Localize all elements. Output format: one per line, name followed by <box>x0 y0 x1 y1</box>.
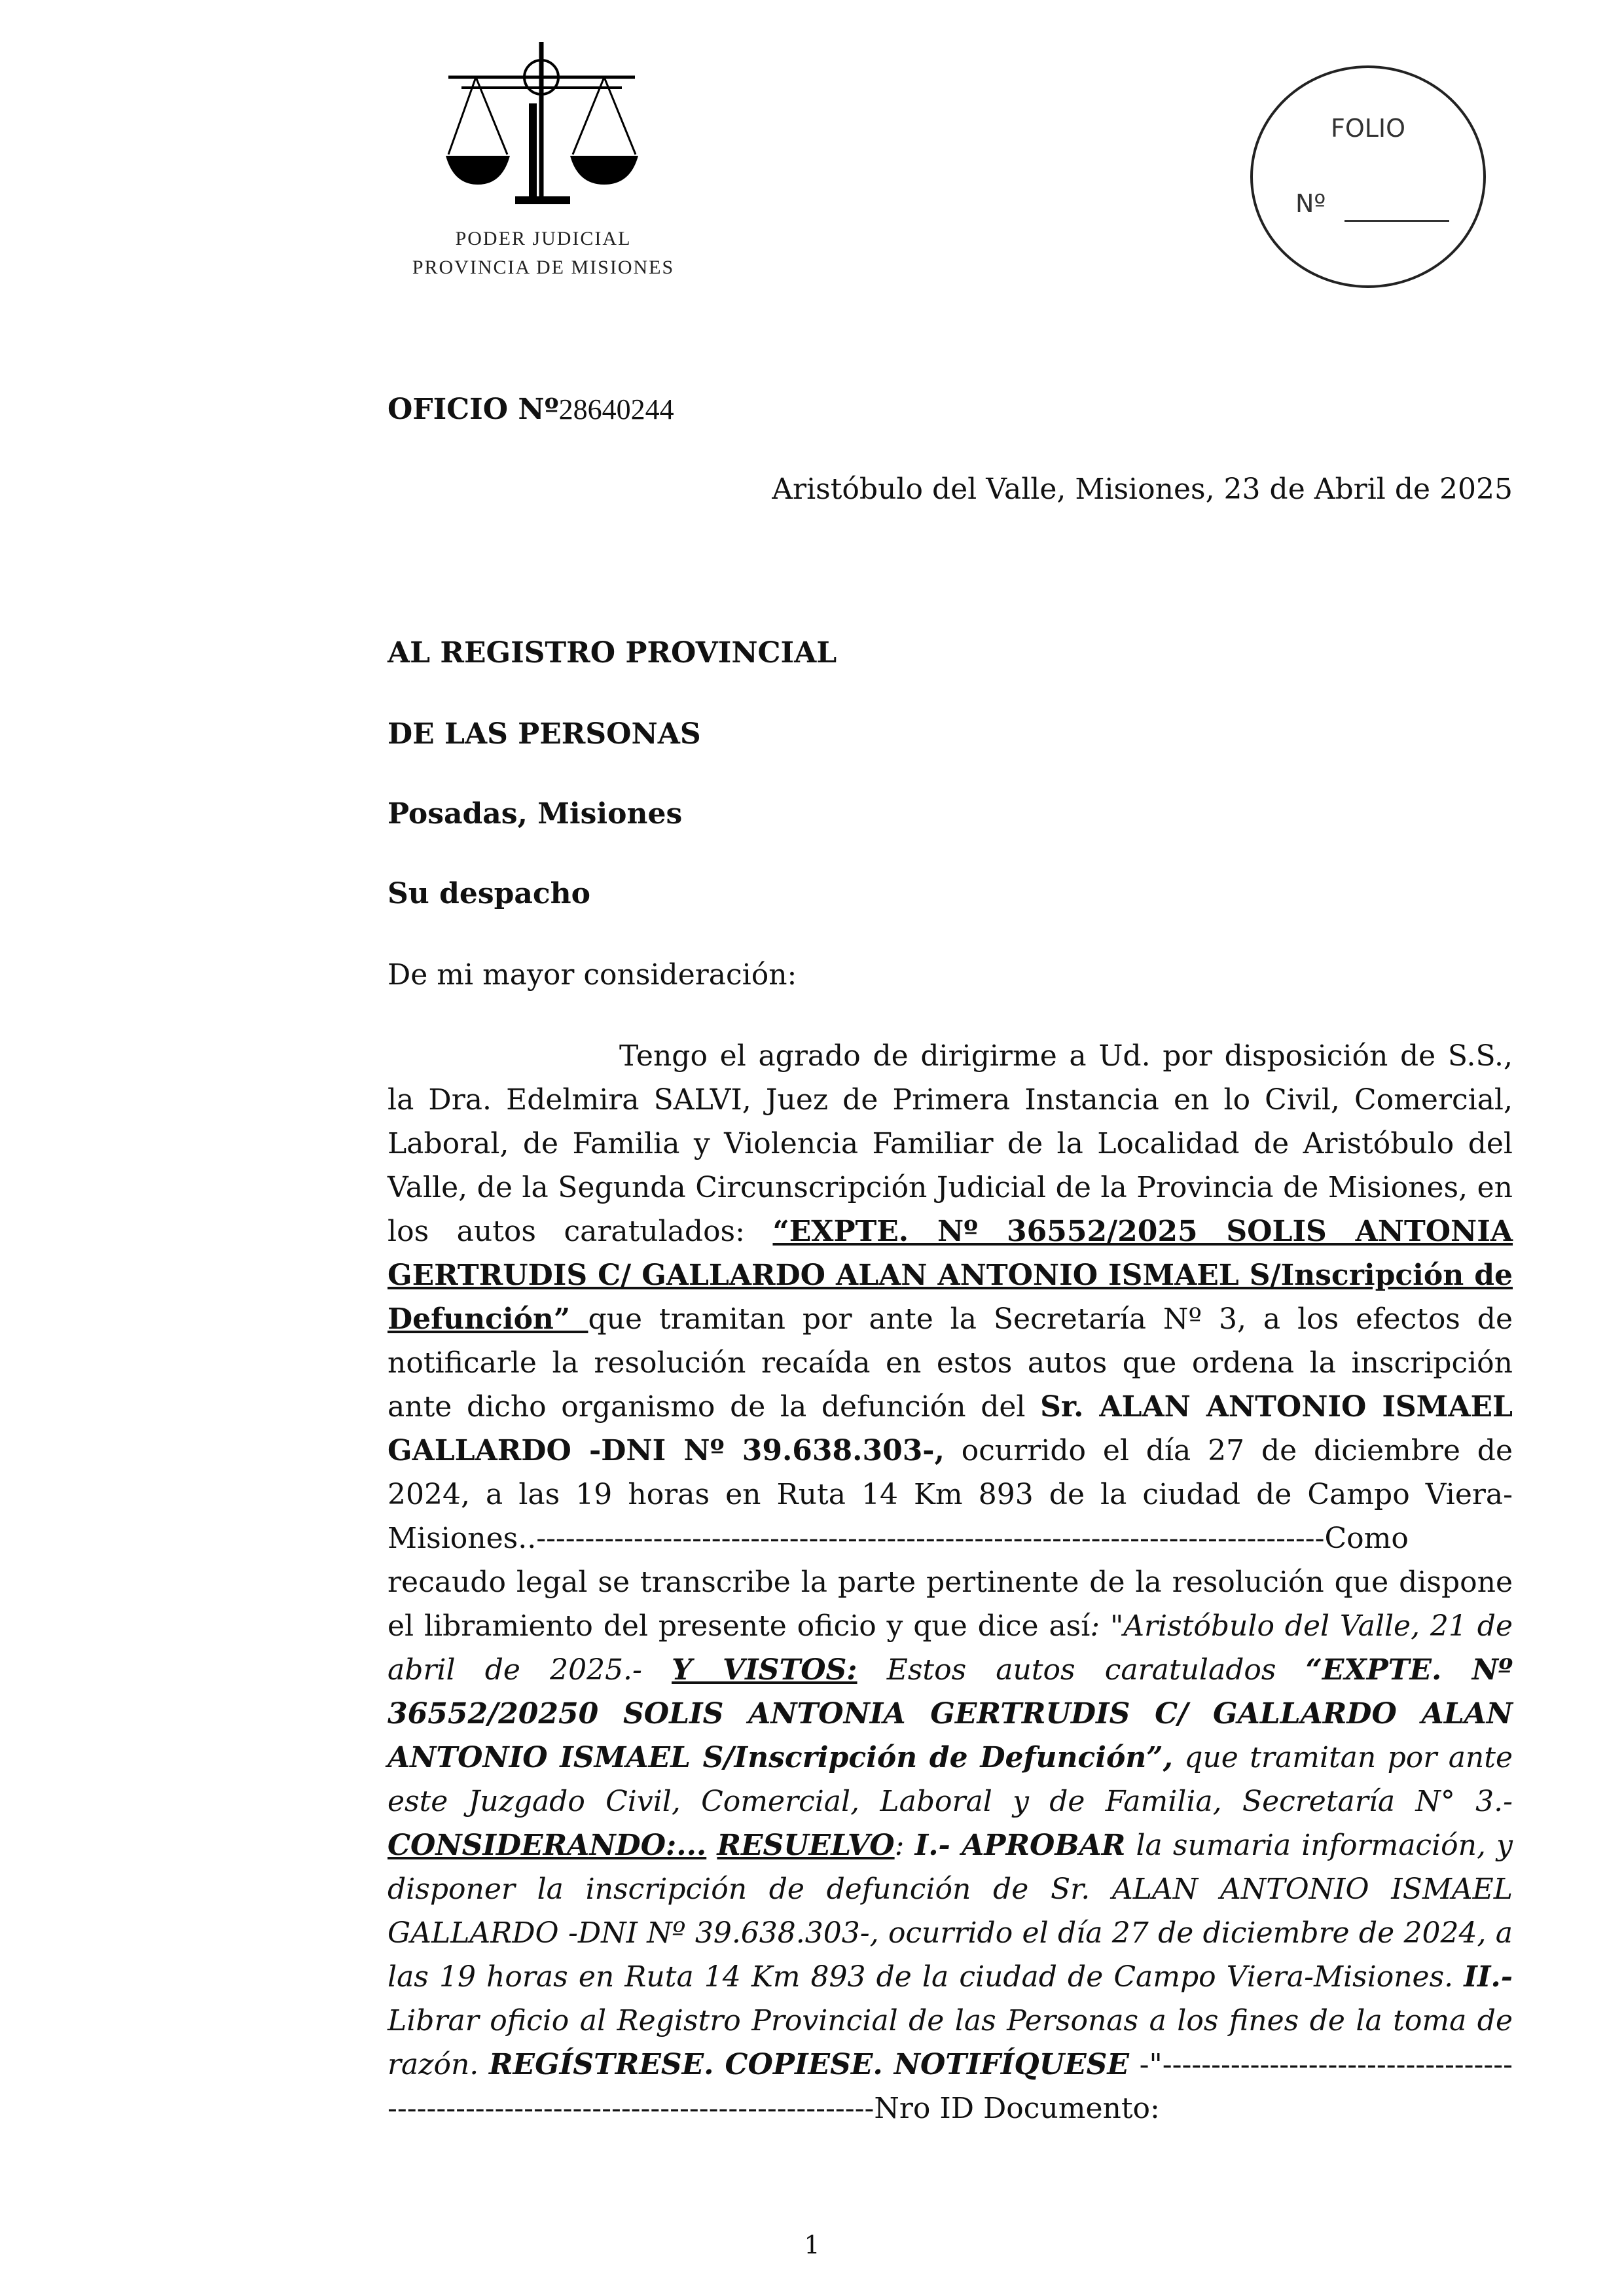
body-purpose: que tramitan por ante la Secretaría Nº 3, a los efectos de notificarle la resolución recaída en estos autos que ordena la inscripción ante dicho organismo de la defunción del <box>388 1302 1513 1424</box>
document-id-line: -"--------------------------------------------------------------------------------------Nro ID Documento: <box>388 2048 1513 2125</box>
resuelvo: RESUELVO <box>717 1829 895 1862</box>
registrese: REGÍSTRESE. COPIESE. NOTIFÍQUESE <box>488 2048 1129 2081</box>
greeting: De mi mayor consideración: <box>388 958 797 992</box>
y-vistos: Y VISTOS: <box>672 1653 857 1687</box>
item-2-text: Librar oficio al Registro Provincial de las Personas a los fines de la toma de razón. <box>388 2004 1513 2081</box>
logo-line-1: PODER JUDICIAL <box>455 228 632 249</box>
spacer <box>706 1829 717 1862</box>
item-2-label: II.- <box>1464 1960 1513 1994</box>
item-1-text: la sumaria información, y disponer la inscripción de defunción de Sr. ALAN ANTONIO ISMAEL GALLARDO -DNI Nº 39.638.303-, ocurrido el día 27 de diciembre de 2024, a las 19 horas en Ruta 14 Km 893 de la ciudad de Campo Viera-Misiones. <box>388 1829 1513 1994</box>
court-logo <box>406 39 681 295</box>
addressee-line-4: Su despacho <box>388 877 591 910</box>
oficio-label: OFICIO Nº <box>388 393 559 426</box>
folio-number-label: Nº <box>1295 189 1326 218</box>
body-paragraph <box>388 1034 1513 2130</box>
addressee-line-1: AL REGISTRO PROVINCIAL <box>388 636 837 670</box>
addressee-line-3: Posadas, Misiones <box>388 797 683 831</box>
considerando: CONSIDERANDO:... <box>388 1829 707 1862</box>
case-title: “EXPTE. Nº 36552/2025 SOLIS ANTONIA GERTRUDIS C/ GALLARDO ALAN ANTONIO ISMAEL S/Inscripción de Defunción” <box>388 1215 1513 1336</box>
resolution-text-1: Estos autos caratulados <box>857 1653 1306 1687</box>
logo-line-2: PROVINCIA DE MISIONES <box>412 257 675 278</box>
scales-of-justice-icon <box>442 39 645 216</box>
folio-label: FOLIO <box>1330 114 1406 143</box>
folio-stamp <box>1250 65 1486 288</box>
oficio-number: 28640244 <box>558 393 674 425</box>
oficio-heading <box>388 393 674 426</box>
item-1-aprobar: I.- APROBAR <box>914 1829 1126 1862</box>
body-event: ocurrido el día 27 de diciembre de 2024, a las 19 horas en Ruta 14 Km 893 de la ciudad de Campo Viera-Misiones..---------------------------------------------------------------------------------Como recaudo legal se transcribe la parte pertinente de la resolución que dispone el libramiento del presente oficio y que dice así <box>388 1434 1513 1643</box>
folio-number-blank <box>1344 220 1449 222</box>
addressee-line-2: DE LAS PERSONAS <box>388 717 701 751</box>
resolution-date: : "Aristóbulo del Valle, 21 de abril de 2025.- <box>388 1609 1513 1687</box>
resolution-case-title: “EXPTE. Nº 36552/20250 SOLIS ANTONIA GERTRUDIS C/ GALLARDO ALAN ANTONIO ISMAEL S/Inscripción de Defunción”, <box>388 1653 1513 1774</box>
date-line: Aristóbulo del Valle, Misiones, 23 de Abril de 2025 <box>772 473 1513 506</box>
resolution-text-2: que tramitan por ante este Juzgado Civil, Comercial, Laboral y de Familia, Secretaría N° 3.- <box>388 1741 1513 1818</box>
body-intro: Tengo el agrado de dirigirme a Ud. por disposición de S.S., la Dra. Edelmira SALVI, Juez de Primera Instancia en lo Civil, Comercial, Laboral, de Familia y Violencia Familiar de la Localidad de Aristóbulo del Valle, de la Segunda Circunscripción Judicial de la Provincia de Misiones, en los autos caratulados: <box>388 1039 1513 1248</box>
deceased-name: Sr. ALAN ANTONIO ISMAEL GALLARDO -DNI Nº 39.638.303-, <box>388 1390 1513 1467</box>
resuelvo-colon: : <box>894 1829 915 1862</box>
page-number: 1 <box>804 2231 820 2259</box>
